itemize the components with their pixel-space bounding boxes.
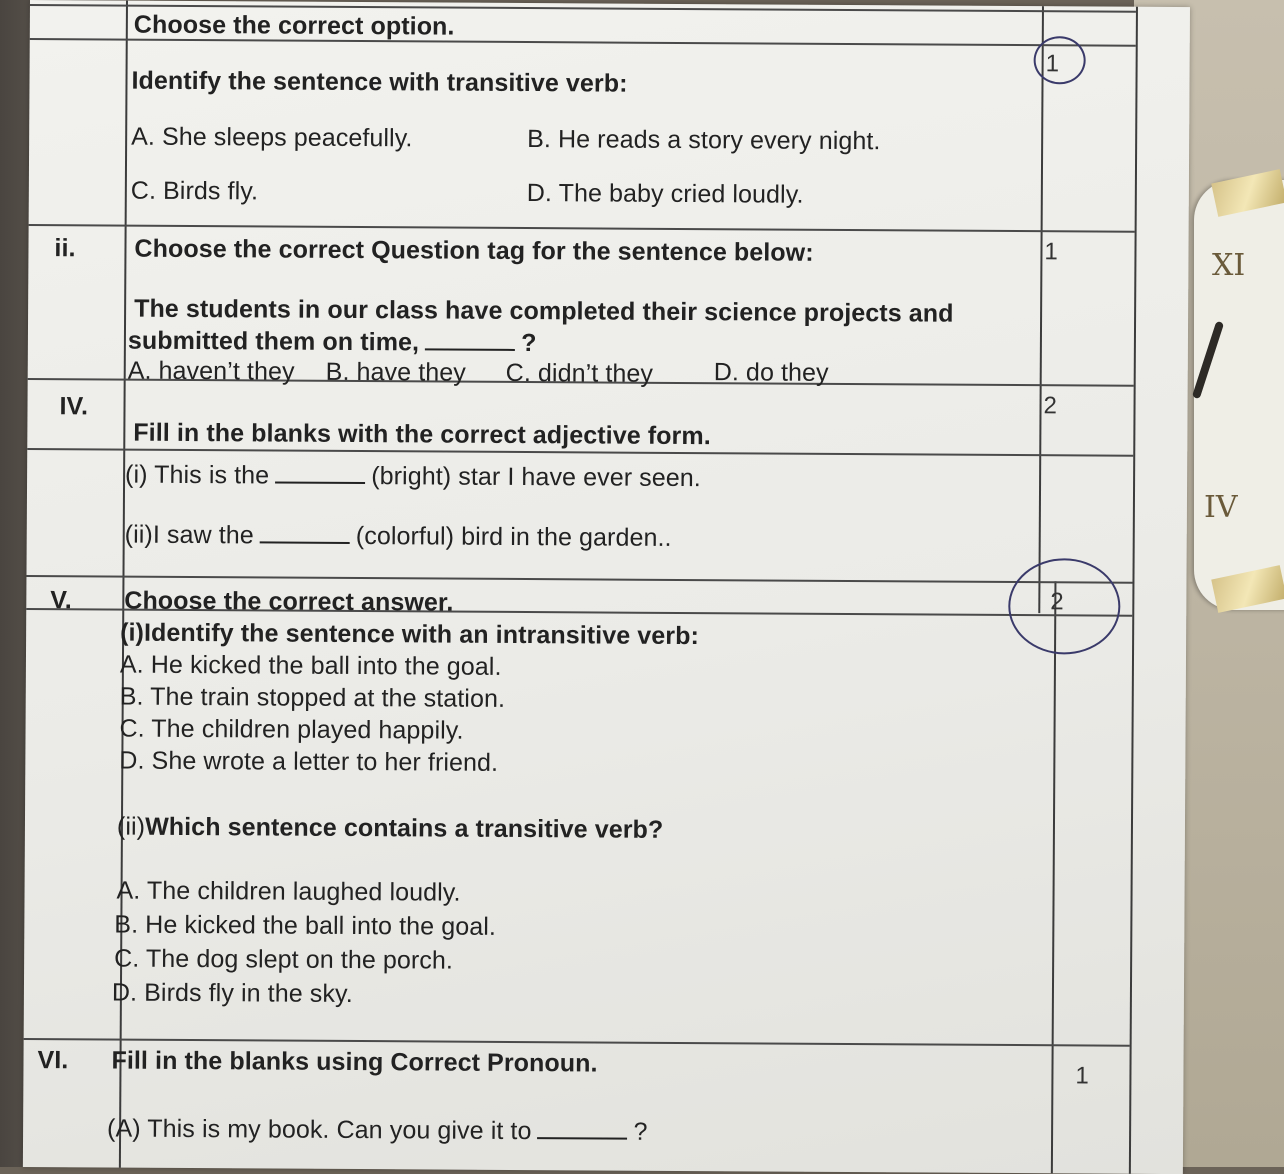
- q2-option-c: C. didn’t they: [505, 358, 654, 388]
- q6-item-a-end: ?: [633, 1117, 648, 1146]
- q6-blank-a[interactable]: [537, 1137, 627, 1140]
- clock-hand: [1192, 321, 1224, 400]
- column-divider-marks-lower: [1051, 581, 1057, 1173]
- q1-option-c: C. Birds fly.: [130, 176, 259, 206]
- q1-option-a: A. She sleeps peacefully.: [131, 122, 413, 153]
- clock-numeral-top: XI: [1212, 248, 1246, 283]
- q4-item-i: [125, 461, 701, 494]
- q2-option-a: A. haven’t they: [127, 356, 295, 386]
- q1-prompt: Identify the sentence with transitive verb:: [131, 66, 628, 98]
- q5-ii-option-b: B. He kicked the ball into the goal.: [114, 910, 497, 941]
- q4-item-ii: [125, 521, 672, 553]
- q4-prompt: Fill in the blanks with the correct adjective form.: [133, 418, 711, 451]
- section-heading: Choose the correct option.: [133, 10, 455, 41]
- q5-ii-option-a: A. The children laughed loudly.: [116, 876, 461, 907]
- q6-prompt: Fill in the blanks using Correct Pronoun.: [111, 1046, 598, 1078]
- q1-option-d: D. The baby cried loudly.: [526, 179, 804, 209]
- q6-item-a-text: (A) This is my book. Can you give it to: [107, 1114, 532, 1146]
- q4-item-i-text: (i) This is the: [125, 460, 270, 490]
- row-divider: [26, 575, 1132, 584]
- q4-marks: 2: [1043, 392, 1057, 420]
- q5-prompt: Choose the correct answer.: [124, 586, 454, 617]
- q5-ii-prompt: Which sentence contains a transitive verb?: [145, 812, 664, 844]
- q1-option-b: B. He reads a story every night.: [527, 125, 881, 156]
- q5-ii-prompt-line: [117, 813, 664, 845]
- q5-i-option-d: D. She wrote a letter to her friend.: [119, 746, 499, 777]
- q2-option-b: B. have they: [325, 357, 467, 387]
- row-divider: [24, 1038, 1130, 1047]
- q5-ii-label: (ii): [116, 812, 146, 841]
- q5-number: V.: [50, 586, 72, 615]
- q2-number: ii.: [54, 234, 76, 263]
- q5-i-option-a: A. He kicked the ball into the goal.: [119, 650, 502, 681]
- q5-ii-option-c: C. The dog slept on the porch.: [114, 944, 454, 975]
- q4-blank-ii[interactable]: [260, 541, 350, 544]
- q2-sentence-line2: [128, 327, 537, 358]
- q5-i-prompt: (i)Identify the sentence with an intransitive verb:: [120, 618, 700, 651]
- clock-numeral-bottom: IV: [1204, 490, 1238, 525]
- q5-i-option-b: B. The train stopped at the station.: [119, 682, 506, 713]
- q2-marks: 1: [1044, 238, 1058, 266]
- q2-sentence-text: submitted them on time,: [127, 326, 420, 357]
- q1-marks: 1: [1045, 50, 1060, 78]
- q6-item-a: [107, 1114, 648, 1146]
- q2-sentence-line1: The students in our class have completed their science projects and: [134, 294, 954, 328]
- q4-number: IV.: [59, 392, 89, 421]
- q2-prompt: Choose the correct Question tag for the sentence below:: [134, 234, 814, 267]
- q6-marks: 1: [1075, 1062, 1089, 1090]
- q2-option-d: D. do they: [713, 358, 829, 387]
- question-paper: [23, 0, 1190, 1174]
- row-divider: [29, 224, 1135, 233]
- q4-blank-i[interactable]: [275, 482, 365, 485]
- q1-marks-circle: [1034, 36, 1086, 84]
- q5-ii-option-d: D. Birds fly in the sky.: [111, 978, 353, 1008]
- q5-marks: 2: [1050, 588, 1064, 616]
- q6-number: VI.: [37, 1046, 69, 1075]
- q2-sentence-end: ?: [521, 329, 537, 358]
- q5-marks-circle: [1008, 558, 1121, 655]
- q2-blank[interactable]: [425, 348, 515, 351]
- column-divider-marks-upper: [1038, 6, 1044, 613]
- wall-clock: [1194, 180, 1284, 610]
- q4-item-ii-text: (ii)I saw the: [124, 520, 254, 550]
- q4-item-i-end: (bright) star I have ever seen.: [371, 462, 701, 493]
- q4-item-ii-end: (colorful) bird in the garden..: [355, 522, 672, 552]
- q5-i-option-c: C. The children played happily.: [119, 714, 464, 745]
- column-divider-right: [1129, 7, 1138, 1174]
